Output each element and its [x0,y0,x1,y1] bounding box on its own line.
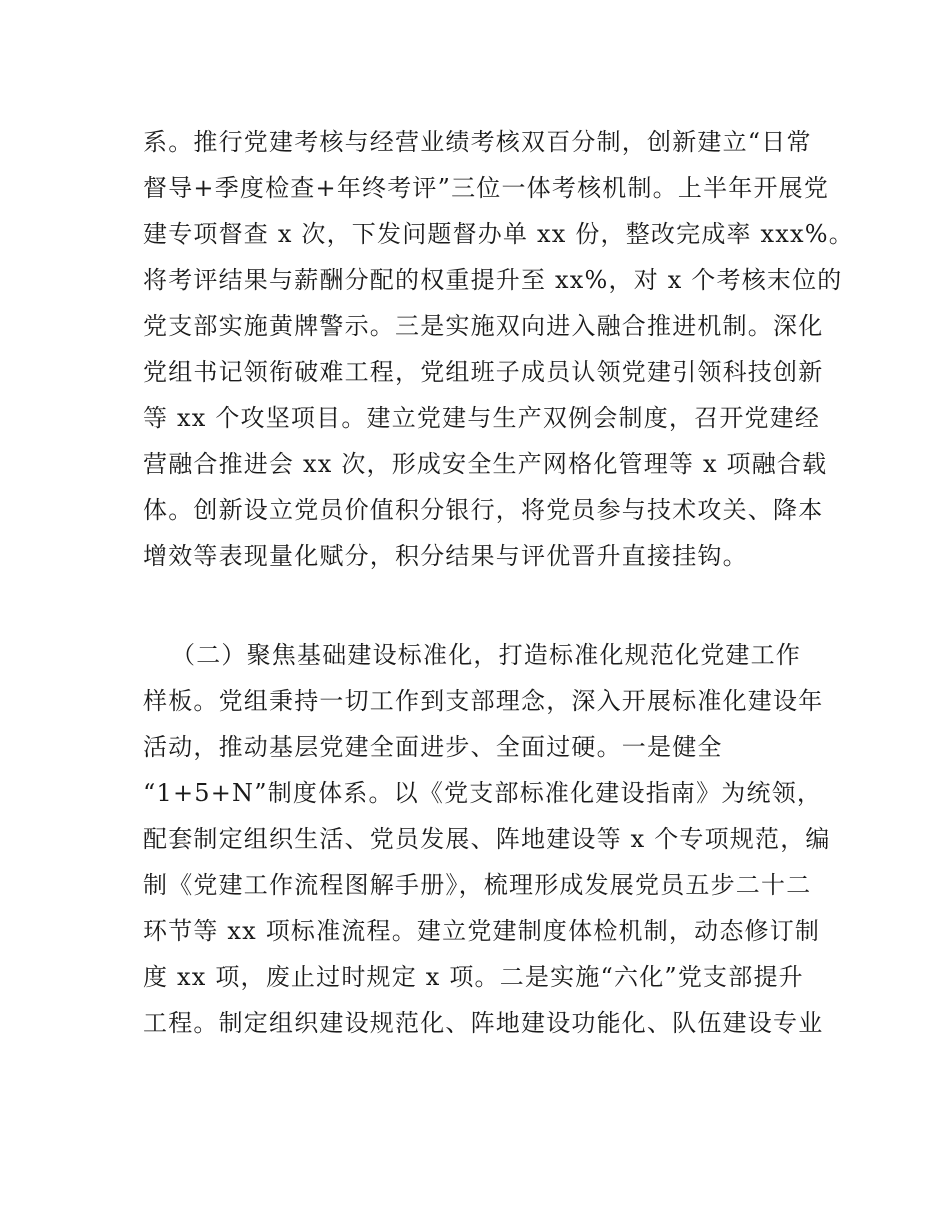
paragraph-line: “1+5+N”制度体系。以《党支部标准化建设指南》为统领， [143,779,823,807]
paragraph-line: 配套制定组织生活、党员发展、阵地建设等 x 个专项规范，编 [143,825,831,853]
paragraph-line: 督导+季度检查+年终考评”三位一体考核机制。上半年开展党 [143,174,830,202]
paragraph-line: 系。推行党建考核与经营业绩考核双百分制，创新建立“日常 [143,128,812,156]
paragraph-line: 制《党建工作流程图解手册》，梳理形成发展党员五步二十二 [143,871,812,899]
paragraph-line: 活动，推动基层党建全面进步、全面过硬。一是健全 [143,733,723,761]
paragraph-line: 度 xx 项，废止过时规定 x 项。二是实施“六化”党支部提升 [143,963,804,991]
paragraph-line: 增效等表现量化赋分，积分结果与评优晋升直接挂钩。 [143,542,748,570]
paragraph-line: 营融合推进会 xx 次，形成安全生产网格化管理等 x 项融合载 [143,450,828,478]
paragraph-line: 党组书记领衔破难工程，党组班子成员认领党建引领科技创新 [143,358,824,386]
paragraph-line: 党支部实施黄牌警示。三是实施双向进入融合推进机制。深化 [143,312,824,340]
paragraph-line: 等 xx 个攻坚项目。建立党建与生产双例会制度，召开党建经 [143,404,821,432]
paragraph-line: （二）聚焦基础建设标准化，打造标准化规范化党建工作 [171,641,801,669]
paragraph-line: 样板。党组秉持一切工作到支部理念，深入开展标准化建设年 [143,687,824,715]
paragraph-line: 体。创新设立党员价值积分银行，将党员参与技术攻关、降本 [143,496,824,524]
paragraph-line: 工程。制定组织建设规范化、阵地建设功能化、队伍建设专业 [143,1009,824,1037]
paragraph-line: 将考评结果与薪酬分配的权重提升至 xx%，对 x 个考核末位的 [143,266,843,294]
paragraph-line: 建专项督查 x 次，下发问题督办单 xx 份，整改完成率 xxx%。 [143,220,854,248]
paragraph-line: 环节等 xx 项标准流程。建立党建制度体检机制，动态修订制 [143,917,821,945]
